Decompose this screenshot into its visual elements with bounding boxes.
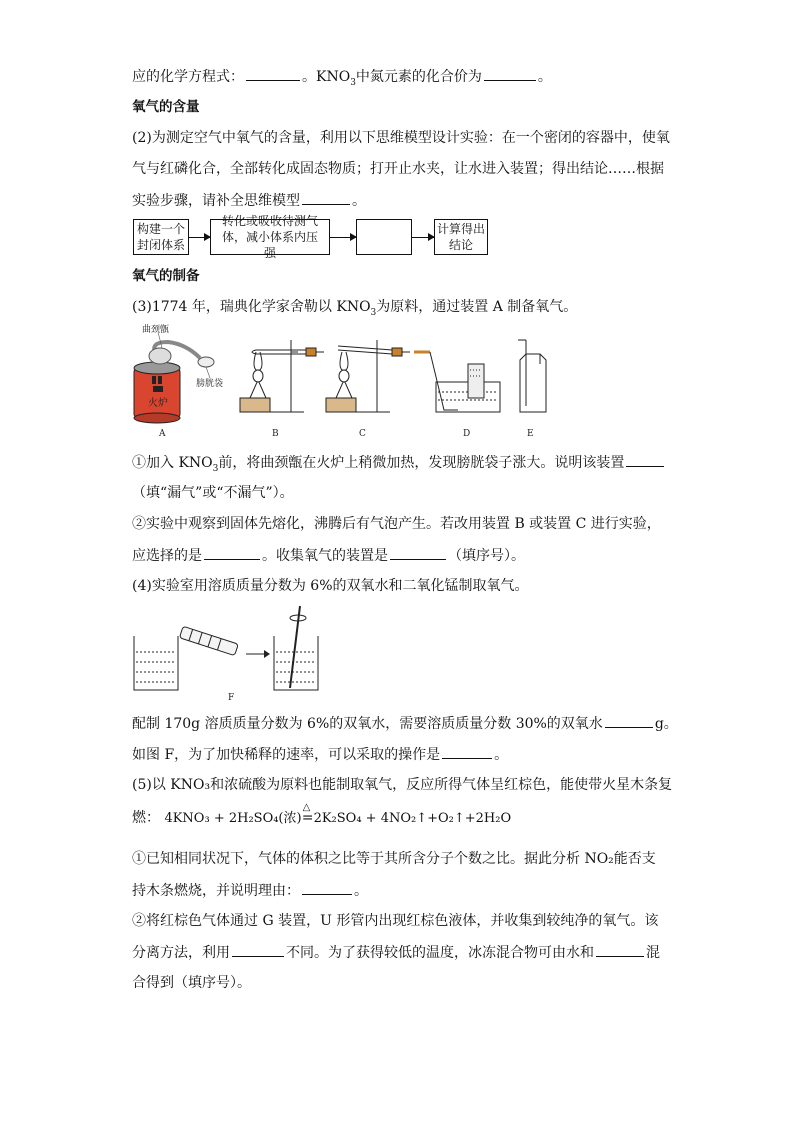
text: ①加入 KNO (132, 455, 213, 471)
answer-blank[interactable] (302, 190, 350, 205)
text-line-16 (132, 880, 368, 901)
text: （填序号）。 (448, 548, 525, 564)
subscript: 3 (212, 463, 219, 474)
text-line-9 (132, 545, 525, 566)
answer-blank[interactable] (390, 545, 446, 560)
text-line-1 (132, 66, 552, 93)
apparatus-figure-a-to-e (128, 320, 568, 442)
text-line-7: （填“漏气”或“不漏气”）。 (132, 485, 294, 501)
text-line-2: (2)为测定空气中氧气的含量，利用以下思维模型设计实验：在一个密闭的容器中，使氧 (132, 130, 670, 146)
label-c: C (359, 429, 366, 439)
text: (3)1774 年，瑞典化学家舍勒以 KNO (132, 299, 371, 315)
text-line-13: (5)以 KNO₃和浓硫酸为原料也能制取氧气，反应所得气体呈红棕色，能使带火星木条复 (132, 777, 673, 793)
label-e: E (527, 429, 534, 439)
answer-blank[interactable] (232, 942, 284, 957)
answer-blank[interactable] (246, 66, 300, 81)
equals-heat: △ = (302, 808, 314, 828)
text: 配制 170g 溶质质量分数为 6%的双氧水，需要溶质质量分数 30%的双氧水 (132, 716, 603, 732)
label-furnace: 火炉 (148, 398, 168, 409)
answer-blank[interactable] (605, 713, 653, 728)
text: 中氮元素的化合价为 (355, 69, 482, 85)
apparatus-b (240, 340, 324, 412)
flow-box-2: 转化或吸收待测气体，减小体系内压强 (210, 219, 330, 255)
text: 为原料，通过装置 A 制备氧气。 (376, 299, 578, 315)
text: 。 (537, 69, 552, 85)
label-f: F (228, 693, 235, 702)
text-line-5 (132, 297, 577, 323)
label-bladder: 膀胱袋 (196, 379, 224, 389)
dilution-figure-f (128, 600, 328, 702)
answer-blank[interactable] (596, 942, 644, 957)
text: 。 (494, 747, 509, 763)
flow-arrow (330, 237, 356, 238)
answer-blank[interactable] (302, 880, 352, 895)
text: 如图 F，为了加快稀释的速率，可以采取的操作是 (132, 747, 441, 763)
text: 前，将曲颈甑在火炉上稍微加热，发现膀胱袋子涨大。说明该装置 (218, 455, 625, 471)
text-line-17: ②将红棕色气体通过 G 装置，U 形管内出现红棕色液体，并收集到较纯净的氧气。该 (132, 913, 659, 929)
subscript: 3 (350, 77, 356, 88)
text-line-11 (132, 713, 678, 734)
beaker-with-tube (134, 626, 238, 690)
text: 燃： (132, 810, 160, 826)
answer-blank[interactable] (626, 452, 664, 467)
label-b: B (272, 429, 279, 439)
apparatus-a (134, 332, 214, 423)
text: 持木条燃烧，并说明理由： (132, 883, 300, 899)
text: 。 (354, 883, 368, 899)
text: 。 (352, 193, 366, 209)
flow-box-3-empty[interactable] (356, 219, 412, 255)
answer-blank[interactable] (442, 744, 492, 759)
text: 实验步骤，请补全思维模型 (132, 193, 300, 209)
text-line-4 (132, 190, 366, 211)
text-line-12 (132, 744, 508, 765)
equation-reactants: 4KNO₃ + 2H₂SO₄(浓) (164, 811, 302, 826)
text-line-18 (132, 942, 660, 963)
text: 分离方法，利用 (132, 945, 230, 961)
text: 应选择的是 (132, 548, 202, 564)
delta-icon: △ (302, 802, 311, 813)
text-line-10: (4)实验室用溶质质量分数为 6%的双氧水和二氧化锰制取氧气。 (132, 578, 529, 594)
text-line-3: 气与红磷化合，全部转化成固态物质；打开止水夹，让水进入装置；得出结论……根据 (132, 161, 664, 177)
subscript: 3 (370, 307, 377, 318)
text: 。收集氧气的装置是 (262, 548, 388, 564)
label-d: D (463, 429, 471, 439)
flow-arrow (189, 237, 210, 238)
text: 应的化学方程式： (132, 69, 244, 85)
equation-products: 2K₂SO₄ + 4NO₂↑+O₂↑+2H₂O (313, 811, 512, 826)
flow-arrow (412, 237, 434, 238)
apparatus-e (518, 340, 546, 412)
text-line-8: ②实验中观察到固体先熔化，沸腾后有气泡产生。若改用装置 B 或装置 C 进行实验， (132, 516, 661, 532)
arrow-head-icon (264, 650, 270, 658)
apparatus-c (326, 340, 410, 412)
text-line-15: ①已知相同状况下，气体的体积之比等于其所含分子个数之比。据此分析 NO₂能否支 (132, 851, 656, 867)
flow-box-1: 构建一个封闭体系 (133, 219, 189, 255)
answer-blank[interactable] (204, 545, 260, 560)
text: g。 (654, 716, 678, 732)
flow-box-4: 计算得出结论 (434, 219, 488, 255)
text: 不同。为了获得较低的温度，冰冻混合物可由水和 (286, 945, 594, 961)
apparatus-d (414, 352, 500, 412)
label-a: A (159, 429, 166, 439)
label-retort: 曲颈甑 (142, 325, 170, 335)
beaker-with-rod (274, 606, 318, 690)
text-line-19: 合得到（填序号）。 (132, 975, 251, 991)
text-line-6 (132, 452, 666, 479)
section-heading-oxygen-preparation: 氧气的制备 (132, 268, 200, 284)
text: 混 (646, 945, 660, 961)
text: 。KNO (302, 69, 351, 85)
text-line-14-equation (132, 802, 512, 829)
section-heading-oxygen-content: 氧气的含量 (132, 99, 200, 115)
answer-blank[interactable] (484, 66, 536, 81)
